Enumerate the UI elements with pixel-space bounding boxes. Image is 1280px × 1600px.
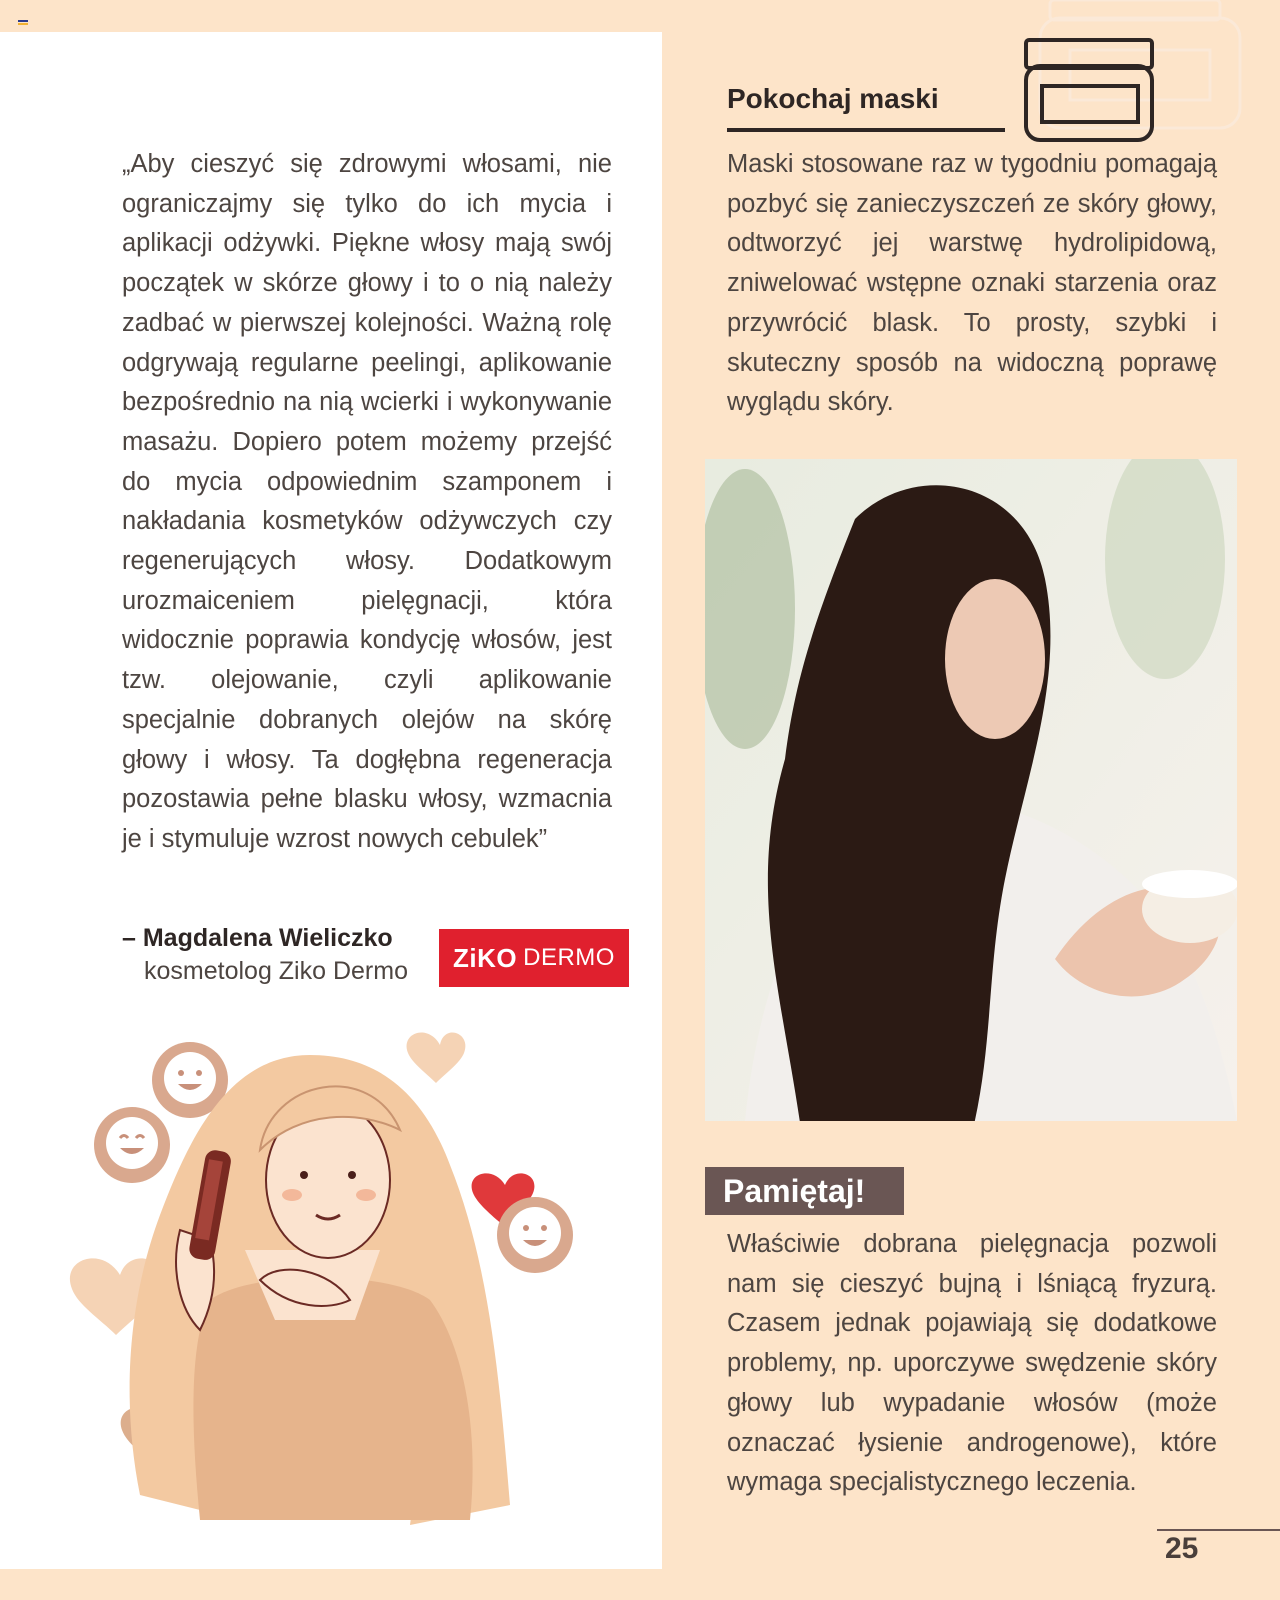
masks-text: Maski stosowane raz w tygodniu pomagają pozbyć się zanieczyszczeń ze skóry głowy, odtworzyć jej warstwę hydrolipidową, zniwelować wstępne oznaki starzenia oraz przywrócić blask. To prosty, szybki i skuteczny sposób na widoczną poprawę wyglądu skóry. [727, 150, 1217, 417]
cream-jar-icon [1020, 0, 1270, 150]
remember-text: Właściwie dobrana pielęgnacja pozwoli nam się cieszyć bujną i lśniącą fryzurą. Czasem jednak pojawiają się dodatkowe problemy, np. uporczywe swędzenie skóry głowy lub wypadanie włosów (może oznaczać łysienie androgenowe), które wymaga specjalistycznego leczenia. [727, 1230, 1217, 1497]
woman-combing-hair-illustration [60, 1000, 600, 1540]
flag-icon [18, 20, 28, 28]
woman-applying-cream-photo [705, 459, 1237, 1121]
author-name: – Magdalena Wieliczko [122, 924, 393, 952]
smiley-icon [94, 1107, 170, 1183]
remember-badge: Pamiętaj! [705, 1167, 904, 1215]
author-role: kosmetolog Ziko Dermo [144, 957, 408, 985]
ziko-dermo-logo [439, 929, 629, 987]
heading-underline [727, 128, 1005, 132]
heart-icon [407, 1033, 466, 1083]
masks-heading: Pokochaj maski [727, 83, 939, 114]
logo-brand: ZiKO [453, 942, 518, 973]
quote-text: „Aby cieszyć się zdrowymi włosami, nie ograniczajmy się tylko do ich mycia i aplikacji odżywki. Piękne włosy mają swój początek w skórze głowy i to o nią należy zadbać w pierwszej kolejności. Ważną rolę odgrywają regularne peelingi, aplikowanie bezpośrednio na nią wcierki i wykonywanie masażu. Dopiero potem możemy przejść do mycia odpowiednim szamponem i nakładania kosmetyków odżywczych czy regenerujących włosy. Dodatkowym urozmaiceniem pielęgnacji, która widocznie poprawia kondycję włosów, jest tzw. olejowanie, czyli aplikowanie specjalnie dobranych olejów na skórę głowy i włosy. Ta dogłębna regeneracja pozostawia pełne blasku włosy, wzmacnia je i stymuluje wzrost nowych cebulek” [122, 150, 612, 853]
logo-sub: DERMO [523, 944, 615, 971]
quote-author [122, 922, 408, 988]
page-number: 25 [1165, 1532, 1199, 1565]
page-number-rule [1157, 1529, 1280, 1531]
smiley-icon [497, 1197, 573, 1273]
